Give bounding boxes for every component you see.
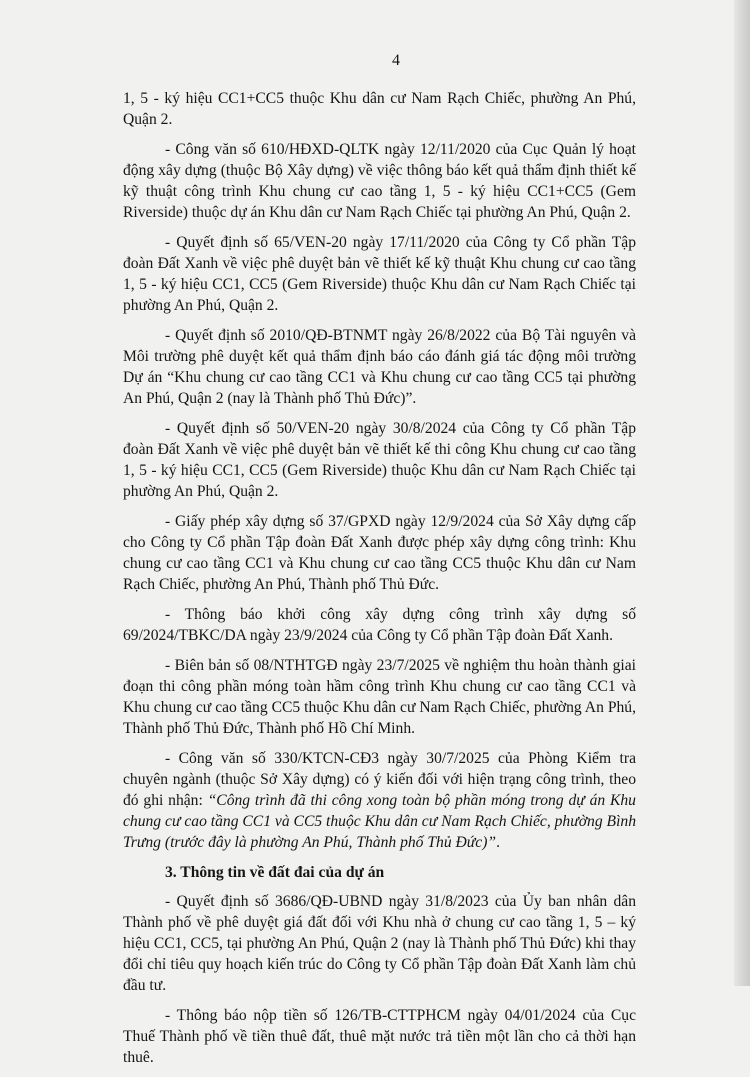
scan-edge-shadow	[734, 0, 750, 986]
section-heading: 3. Thông tin về đất đai của dự án	[165, 864, 385, 881]
paragraph-with-quote	[123, 748, 636, 853]
paragraph: - Giấy phép xây dựng số 37/GPXD ngày 12/9/2024 của Sở Xây dựng cấp cho Công ty Cổ phần Tập đoàn Đất Xanh được phép xây dựng công trình: Khu chung cư cao tầng CC1 và Khu chung cư cao tầng CC5 thuộc Khu dân cư Nam Rạch Chiếc, phường An Phú, Thành phố Thủ Đức.	[123, 513, 636, 593]
quoted-text: “Công trình đã thi công xong toàn bộ phần móng trong dự án Khu chung cư cao tầng CC1 và CC5 thuộc Khu dân cư Nam Rạch Chiếc, phường Bình Trưng (trước đây là phường An Phú, Thành phố Thủ Đức)”	[123, 792, 636, 851]
paragraph-text: - Công văn số 330/KTCN-CĐ3 ngày 30/7/2025 của Phòng Kiểm tra chuyên ngành (thuộc Sở Xây dựng) có ý kiến đối với hiện trạng công trình, theo đó ghi nhận:	[123, 750, 636, 809]
paragraph: - Công văn số 610/HĐXD-QLTK ngày 12/11/2020 của Cục Quản lý hoạt động xây dựng (thuộc Bộ Xây dựng) về việc thông báo kết quả thẩm định thiết kế kỹ thuật công trình Khu chung cư cao tầng 1, 5 - ký hiệu CC1+CC5 (Gem Riverside) thuộc dự án Khu dân cư Nam Rạch Chiếc tại phường An Phú, Quận 2.	[123, 141, 636, 221]
page-number: 4	[392, 52, 400, 69]
paragraph: - Biên bản số 08/NTHTGĐ ngày 23/7/2025 về nghiệm thu hoàn thành giai đoạn thi công phần móng toàn hầm công trình Khu chung cư cao tầng CC1 và Khu chung cư cao tầng CC5 thuộc Khu dân cư Nam Rạch Chiếc, phường An Phú, Thành phố Thủ Đức, Thành phố Hồ Chí Minh.	[123, 657, 636, 737]
paragraph: - Thông báo nộp tiền số 126/TB-CTTPHCM ngày 04/01/2024 của Cục Thuế Thành phố về tiền thuê đất, thuê mặt nước trả tiền một lần cho cả thời hạn thuê.	[123, 1007, 636, 1066]
paragraph: - Quyết định số 3686/QĐ-UBND ngày 31/8/2023 của Ủy ban nhân dân Thành phố về phê duyệt giá đất đối với Khu nhà ở chung cư cao tầng 1, 5 – ký hiệu CC1, CC5, tại phường An Phú, Quận 2 (nay là Thành phố Thủ Đức) khi thay đổi chỉ tiêu quy hoạch kiến trúc do Công ty Cổ phần Tập đoàn Đất Xanh làm chủ đầu tư.	[123, 893, 636, 994]
paragraph: - Thông báo khởi công xây dựng công trình xây dựng số 69/2024/TBKC/DA ngày 23/9/2024 của Công ty Cổ phần Tập đoàn Đất Xanh.	[123, 606, 636, 644]
paragraph: - Quyết định số 2010/QĐ-BTNMT ngày 26/8/2022 của Bộ Tài nguyên và Môi trường phê duyệt kết quả thẩm định báo cáo đánh giá tác động môi trường Dự án “Khu chung cư cao tầng CC1 và Khu chung cư cao tầng CC5 tại phường An Phú, Quận 2 (nay là Thành phố Thủ Đức)”.	[123, 327, 636, 407]
paragraph: - Quyết định số 50/VEN-20 ngày 30/8/2024 của Công ty Cổ phần Tập đoàn Đất Xanh về việc phê duyệt bản vẽ thiết kế thi công Khu chung cư cao tầng 1, 5 - ký hiệu CC1, CC5 (Gem Riverside) thuộc Khu dân cư Nam Rạch Chiếc tại phường An Phú, Quận 2.	[123, 420, 636, 500]
paragraph: - Quyết định số 65/VEN-20 ngày 17/11/2020 của Công ty Cổ phần Tập đoàn Đất Xanh về việc phê duyệt bản vẽ thiết kế kỹ thuật Khu chung cư cao tầng 1, 5 - ký hiệu CC1, CC5 (Gem Riverside) thuộc Khu dân cư Nam Rạch Chiếc tại phường An Phú, Quận 2.	[123, 234, 636, 314]
paragraph: 1, 5 - ký hiệu CC1+CC5 thuộc Khu dân cư Nam Rạch Chiếc, phường An Phú, Quận 2.	[123, 90, 636, 128]
document-body	[123, 88, 636, 1077]
paragraph-end: .	[496, 834, 500, 851]
